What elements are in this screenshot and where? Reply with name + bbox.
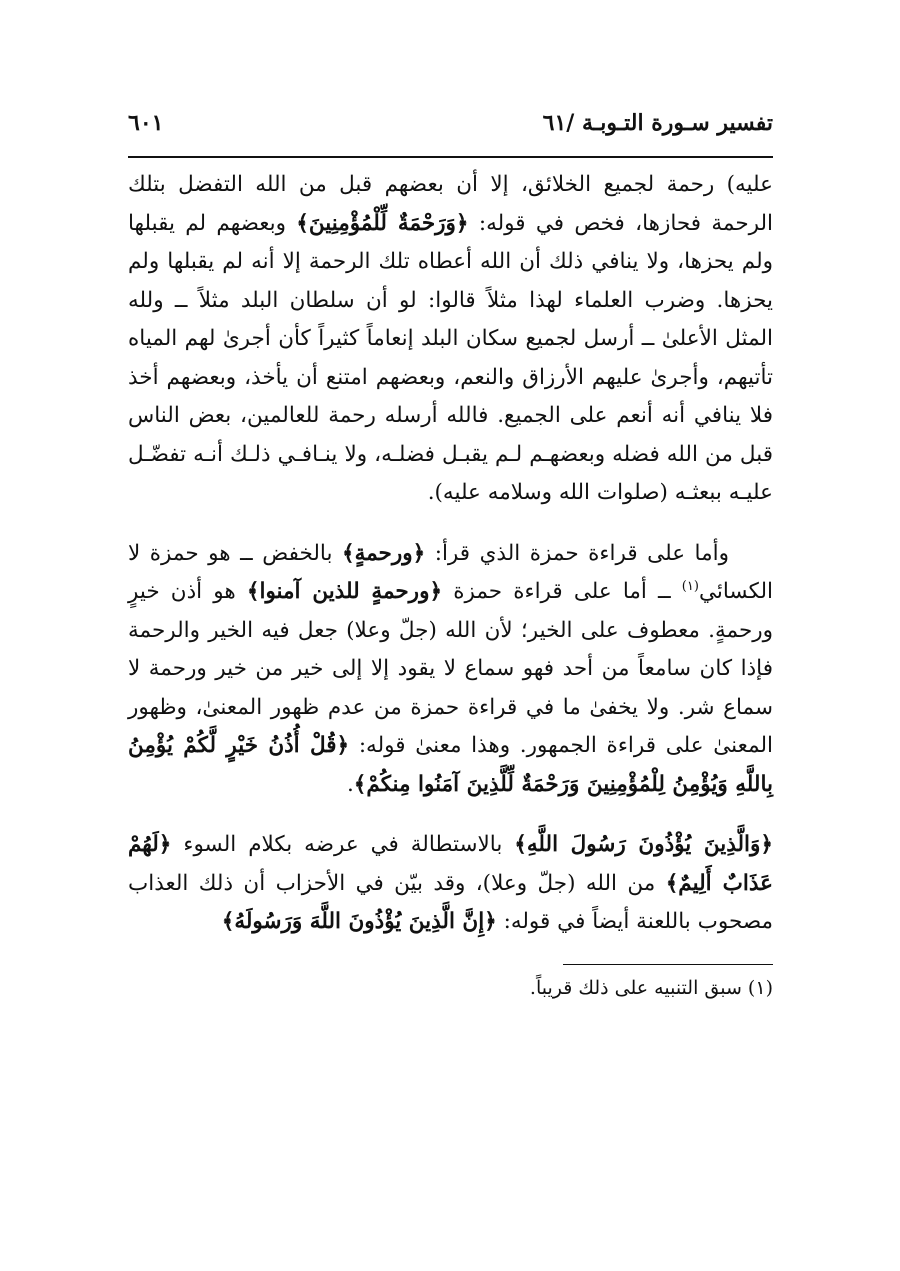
- body-text: [128, 166, 773, 942]
- paragraph-1: [128, 166, 773, 513]
- page-number: ٦٠١: [128, 110, 164, 136]
- text-run: بالخفض ــ هو حمزة لا الكسائي: [128, 540, 773, 604]
- quran-quote: ﴿وَالَّذِينَ يُؤْذُونَ رَسُولَ اللَّهِ﴾: [514, 832, 773, 857]
- text-run: وأما على قراءة حمزة الذي قرأ:: [425, 540, 729, 566]
- running-header: [128, 110, 773, 156]
- running-title: تفسير سـورة التـوبـة /٦١: [542, 110, 773, 136]
- header-divider: [128, 156, 773, 158]
- quran-quote: ﴿إِنَّ الَّذِينَ يُؤْذُونَ اللَّهَ وَرَسُولَهُ﴾: [221, 909, 497, 934]
- quran-quote: ﴿وَرَحْمَةٌ لِّلْمُؤْمِنِينَ﴾: [296, 210, 469, 236]
- text-run: ــ أما على قراءة حمزة: [442, 579, 682, 604]
- paragraph-3: [128, 826, 773, 942]
- text-run: .: [346, 771, 354, 797]
- text-run: الرحمة فحازها، فخص في قوله:: [468, 210, 773, 236]
- footnote-marker[interactable]: (١): [681, 578, 699, 594]
- quran-quote: ﴿ورحمةٍ﴾: [341, 540, 426, 566]
- text-run: بالاستطالة في عرضه بكلام السوء: [171, 832, 515, 857]
- quran-quote: ﴿لَهُمْ عَذَابٌ أَلِيمٌ﴾: [128, 832, 773, 896]
- paragraph-2: [128, 535, 773, 805]
- quran-quote: ﴿قُلْ أُذُنُ خَيْرٍ لَّكُمْ يُؤْمِنُ بِاللَّهِ وَيُؤْمِنُ لِلْمُؤْمِنِينَ وَرَحْمَةٌ لِّلَّذِينَ آمَنُوا مِنكُمْ﴾: [128, 733, 773, 797]
- text-run: وبعضهم لم يقبلها ولم يحزها، ولا ينافي ذلك أن الله أعطاه تلك الرحمة إلا أنه لم يقبلها ولم يحزها. وضرب العلماء لهذا مثلاً قالوا: لو أن سلطان البلد مثلاً ــ ولله المثل الأعلىٰ ــ أرسل لجميع سكان البلد إنعاماً كثيراً كأن أجرىٰ لهم المياه تأتيهم، وأجرىٰ عليهم الأرزاق والنعم، وبعضهم امتنع أن يأخذ، وبعضهم أخذ فلا ينافي أنه أنعم على الجميع. فالله أرسله رحمة للعالمين، بعض الناس قبل من الله فضله وبعضهـم لـم يقبـل فضلـه، ولا ينـافـي ذلـك أنـه تفضّـل عليـه ببعثـه (صلوات الله وسلامه عليه).: [128, 210, 773, 505]
- text-run: عليه) رحمة لجميع الخلائق، إلا أن بعضهم قبل من الله التفضل بتلك: [128, 172, 773, 197]
- book-page: [128, 110, 773, 1250]
- text-run: هو أذن خيرٍ ورحمةٍ. معطوف على الخير؛ لأن الله (جلّ وعلا) جعل فيه الخير والرحمة فإذا كان سامعاً من أحد فهو سماع لا يقود إلا إلى خير من خير ورحمة لا سماع شر. ولا يخفىٰ ما في قراءة حمزة من عدم ظهور المعنىٰ، وظهور المعنىٰ على قراءة الجمهور. وهذا معنىٰ قوله:: [128, 579, 773, 758]
- quran-quote: ﴿ورحمةٍ للذين آمنوا﴾: [246, 579, 443, 604]
- text-run: من الله (جلّ وعلا)، وقد بيّن في الأحزاب أن ذلك العذاب مصحوب باللعنة أيضاً في قوله:: [128, 870, 773, 934]
- footnote-divider: [563, 964, 773, 965]
- footnote: (١) سبق التنبيه على ذلك قريباً.: [529, 976, 773, 999]
